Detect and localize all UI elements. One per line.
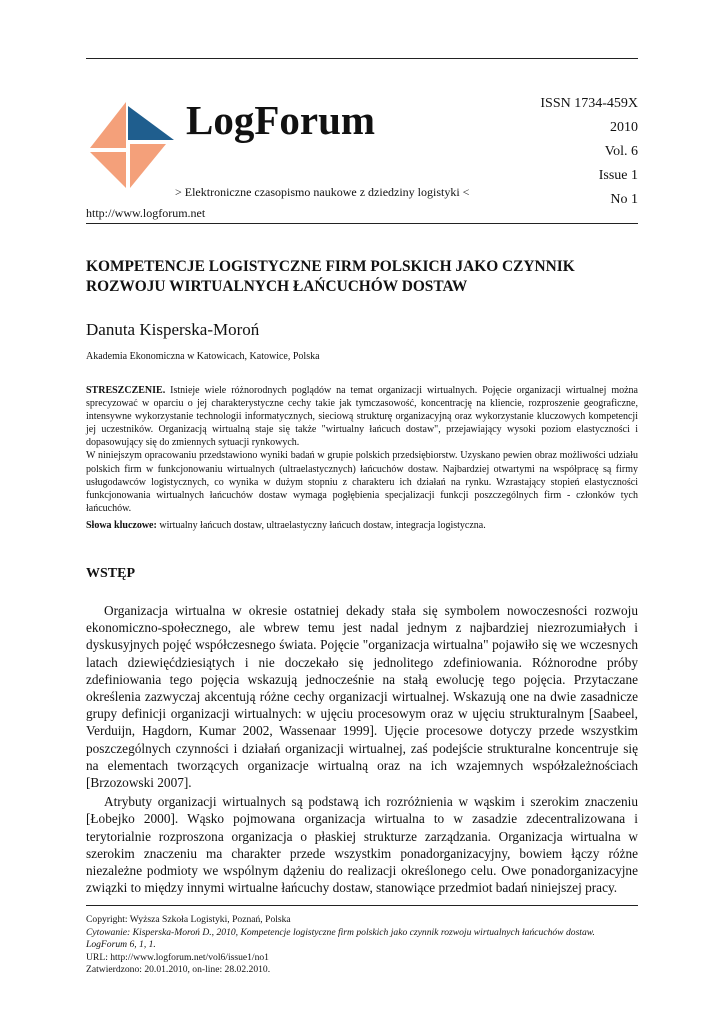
logforum-logo-icon — [86, 100, 176, 190]
footer-copyright: Copyright: Wyższa Szkoła Logistyki, Poznań, Polska — [86, 914, 291, 925]
header-rule — [86, 223, 638, 224]
author-name: Danuta Kisperska-Moroń — [86, 320, 260, 339]
footer-rule — [86, 905, 638, 906]
keywords-text: wirtualny łańcuch dostaw, ultraelastyczny łańcuch dostaw, integracja logistyczna. — [156, 520, 486, 531]
issn: ISSN 1734-459X — [540, 96, 638, 111]
journal-subtitle: > Elektroniczne czasopismo naukowe z dziedziny logistyki < — [175, 185, 470, 199]
abstract-paragraph-2: W niniejszym opracowaniu przedstawiono wyniki badań w grupie polskich przedsiębiorstw. Uzyskano pewien obraz możliwości udziału polskich firm w funkcjonowaniu wirtualnych (ultraelastycznych) łańcuchów dostaw. Najbardziej otwartymi na współpracę są firmy usługodawców logistycznych, co wynika w dużym stopniu z charakteru ich działań na rynku. Wzrastający stopień elastyczności funkcjonowania wirtualnych łańcuchów dostaw wymaga pogłębienia specjalizacji funkcji poszczególnych firm - członków tych łańcuchów. — [86, 450, 638, 514]
title-line-1: KOMPETENCJE LOGISTYCZNE FIRM POLSKICH JAKO CZYNNIK — [86, 258, 575, 275]
footer-url[interactable]: URL: http://www.logforum.net/vol6/issue1/no1 — [86, 951, 269, 963]
top-rule — [86, 58, 638, 59]
title-line-2: ROZWOJU WIRTUALNYCH ŁAŃCUCHÓW DOSTAW — [86, 278, 468, 295]
issue-info — [540, 92, 638, 212]
footer — [86, 914, 638, 977]
keywords-label: Słowa kluczowe: — [86, 520, 157, 531]
footer-citation: Cytowanie: Kisperska-Moroń D., 2010, Kompetencje logistyczne firm polskich jako czynnik rozwoju wirtualnych łańcuchów dostaw. LogForum 6, 1, 1. — [86, 926, 595, 951]
issue: Issue 1 — [598, 168, 638, 183]
abstract-text-1: Istnieje wiele różnorodnych poglądów na temat organizacji wirtualnych. Pojęcie organizacji wirtualnej można sprecyzować w oparciu o jej charakterystyczne cechy takie jak tymczasowość, koncentrację na kliencie, rozproszenie geograficzne, intensywne wykorzystanie technologii informatycznych, sieciową strukturę organizacyjną oraz wykorzystanie kluczowych kompetencji jej uczestników. Organizacją wirtualną staje się także "wirtualny łańcuch dostaw", przejawiający wysoki poziom elastyczności i dopasowujący się do zmiennych sytuacji rynkowych. — [86, 385, 638, 449]
abstract-label: STRESZCZENIE. — [86, 385, 166, 396]
abstract — [86, 384, 638, 515]
volume: Vol. 6 — [604, 144, 638, 159]
body-text — [86, 602, 638, 898]
keywords — [86, 520, 638, 531]
abstract-paragraph-1 — [86, 384, 638, 449]
body-paragraph-2: Atrybuty organizacji wirtualnych są podstawą ich rozróżnienia w wąskim i szerokim znaczeniu [Łobejko 2000]. Wąsko pojmowana organizacja wirtualna to w zasadzie zdecentralizowana i terytorialnie rozproszona organizacja o płaskiej strukturze zarządzania. Organizacja wirtualna w szerokim znaczeniu ma charakter przede wszystkim ponadorganizacyjny, bowiem łączy różne niezależne podmioty we wspólnym dążeniu do realizacji określonego celu. Owe ponadorganizacyjne związki to między innymi wirtualne łańcuchy dostaw, stanowiące przedmiot badań niniejszej pracy. — [86, 794, 638, 896]
article-title — [86, 257, 638, 297]
author-affiliation: Akademia Ekonomiczna w Katowicach, Katowice, Polska — [86, 351, 320, 362]
number: No 1 — [610, 192, 638, 207]
year: 2010 — [610, 120, 638, 135]
section-heading: WSTĘP — [86, 566, 136, 581]
journal-url[interactable]: http://www.logforum.net — [86, 206, 206, 220]
footer-dates: Zatwierdzono: 20.01.2010, on-line: 28.02.2010. — [86, 964, 271, 976]
journal-name: LogForum — [186, 97, 376, 143]
body-paragraph-1: Organizacja wirtualna w okresie ostatniej dekady stała się symbolem nowoczesności rozwoju ekonomiczno-społecznego, ale wbrew temu jest nadal jednym z najbardziej niezrozumiałych i dyskusyjnych pojęć współczesnego świata. Pojęcie "organizacja wirtualna" pojawiło się we wczesnych latach dziewięćdziesiątych i nie doczekało się jednolitego zdefiniowania. Różnorodne próby zdefiniowania tego pojęcia wskazują jednocześnie na stałą ewolucję tego pojęcia. Przytaczane określenia zazwyczaj akcentują różne cechy organizacji wirtualnej. Wskazują one na dwie zasadnicze grupy definicji organizacji wirtualnych: w ujęciu procesowym oraz w ujęciu strukturalnym [Saabeel, Verduijn, Hagdorn, Kumar 2002, Wassenaar 1999]. Ujęcie procesowe dotyczy przede wszystkim poszczególnych czynności i działań organizacji wirtualnej, zaś podejście strukturalne koncentruje się na elementach tworzących organizacje wirtualną oraz na ich wzajemnych współzależnościach [Brzozowski 2007]. — [86, 603, 638, 791]
